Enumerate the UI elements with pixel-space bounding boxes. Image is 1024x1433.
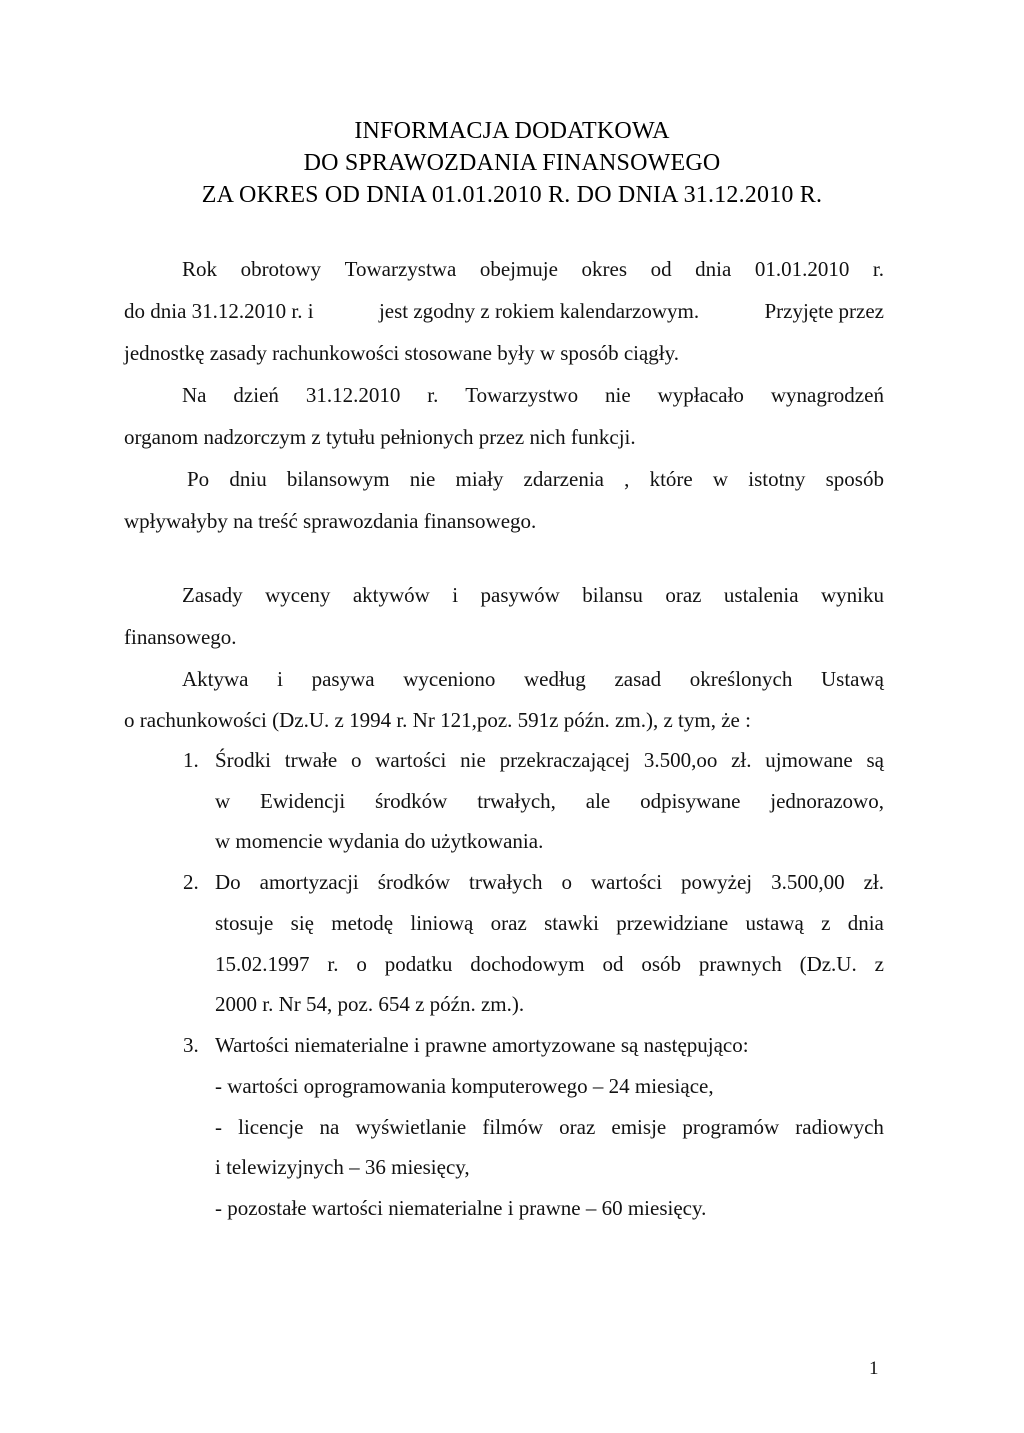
word: dnia bbox=[847, 911, 884, 935]
document-title-line-1: INFORMACJA DODATKOWA bbox=[354, 118, 670, 144]
list-item-1-number: 1. bbox=[183, 748, 199, 772]
word: o bbox=[351, 748, 362, 772]
page-number: 1 bbox=[869, 1358, 879, 1379]
word: wyceny bbox=[265, 583, 331, 607]
word: aktywów bbox=[352, 583, 430, 607]
intro-p1-line-1 bbox=[182, 256, 884, 282]
word: w bbox=[215, 789, 231, 813]
word: o bbox=[356, 952, 367, 976]
word: Aktywa bbox=[182, 667, 249, 691]
word: emisje bbox=[611, 1115, 667, 1139]
word: Towarzystwa bbox=[344, 257, 457, 281]
word: powyżej bbox=[681, 870, 753, 894]
document-title-line-2: DO SPRAWOZDANIA FINANSOWEGO bbox=[303, 150, 721, 176]
word: oraz bbox=[490, 911, 527, 935]
word: ale bbox=[585, 789, 611, 813]
word: istotny bbox=[748, 467, 806, 491]
word: Ewidencji bbox=[260, 789, 346, 813]
word: wypłacało bbox=[657, 383, 744, 407]
word: radiowych bbox=[795, 1115, 884, 1139]
word: sposób bbox=[825, 467, 884, 491]
list-item-3-line-4: i telewizyjnych – 36 miesięcy, bbox=[215, 1155, 470, 1179]
word: zł. bbox=[731, 748, 752, 772]
word: Do bbox=[215, 870, 241, 894]
word: dniu bbox=[229, 467, 267, 491]
word: Na bbox=[182, 383, 207, 407]
word: r. bbox=[327, 952, 339, 976]
word: r. bbox=[872, 257, 884, 281]
word: Ustawą bbox=[820, 667, 884, 691]
word: nie bbox=[409, 467, 436, 491]
word: liniową bbox=[410, 911, 474, 935]
intro-p1-line-2 bbox=[124, 298, 884, 324]
word: oraz bbox=[559, 1115, 596, 1139]
word: stosuje bbox=[215, 911, 274, 935]
word: trwałych bbox=[469, 870, 543, 894]
word: 31.12.2010 bbox=[305, 383, 401, 407]
word: okres bbox=[581, 257, 628, 281]
word: wyniku bbox=[820, 583, 884, 607]
word: trwałe bbox=[284, 748, 338, 772]
word: ustalenia bbox=[723, 583, 799, 607]
word: jednorazowo, bbox=[770, 789, 884, 813]
intro-p3-line-2: wpływałyby na treść sprawozdania finansowego. bbox=[124, 509, 537, 533]
word: r. bbox=[427, 383, 439, 407]
word: ujmowane bbox=[765, 748, 853, 772]
word: od bbox=[602, 952, 624, 976]
word: metodę bbox=[331, 911, 394, 935]
word: wyświetlanie bbox=[355, 1115, 467, 1139]
word: i bbox=[277, 667, 283, 691]
word: i bbox=[452, 583, 459, 607]
word: trwałych, bbox=[477, 789, 556, 813]
document-title-line-3: ZA OKRES OD DNIA 01.01.2010 R. DO DNIA 31.12.2010 R. bbox=[201, 182, 823, 208]
word: obejmuje bbox=[479, 257, 558, 281]
list-item-1-line-2 bbox=[215, 788, 884, 814]
word: Przyjęte przez bbox=[764, 299, 884, 323]
word: odpisywane bbox=[640, 789, 741, 813]
word: 01.01.2010 bbox=[754, 257, 850, 281]
intro-p1-line-3: jednostkę zasady rachunkowości stosowane były w sposób ciągły. bbox=[124, 341, 680, 365]
word: osób bbox=[641, 952, 682, 976]
intro-p2-line-2: organom nadzorczym z tytułu pełnionych przez nich funkcji. bbox=[124, 425, 636, 449]
valuation-heading-line-1 bbox=[182, 582, 884, 608]
list-item-2-line-1 bbox=[215, 869, 884, 895]
word: wartości bbox=[590, 870, 663, 894]
word: dnia bbox=[695, 257, 732, 281]
list-item-3-line-2: - wartości oprogramowania komputerowego – 24 miesiące, bbox=[215, 1074, 714, 1098]
word: oraz bbox=[665, 583, 702, 607]
valuation-p-line-2: o rachunkowości (Dz.U. z 1994 r. Nr 121,poz. 591z późn. zm.), z tym, że : bbox=[124, 708, 751, 732]
word: miały bbox=[455, 467, 504, 491]
word: prawnych bbox=[698, 952, 782, 976]
word: dochodowym bbox=[470, 952, 585, 976]
word: na bbox=[319, 1115, 340, 1139]
word: o bbox=[561, 870, 572, 894]
word: bilansu bbox=[582, 583, 643, 607]
word: które bbox=[649, 467, 693, 491]
word: środków bbox=[377, 870, 451, 894]
word: (Dz.U. bbox=[799, 952, 857, 976]
word: według bbox=[523, 667, 586, 691]
word: podatku bbox=[384, 952, 453, 976]
list-item-3-line-5: - pozostałe wartości niematerialne i prawne – 60 miesięcy. bbox=[215, 1196, 707, 1220]
word: z bbox=[821, 911, 831, 935]
word: wynagrodzeń bbox=[770, 383, 884, 407]
word: filmów bbox=[482, 1115, 544, 1139]
word: Zasady bbox=[182, 583, 243, 607]
word: od bbox=[650, 257, 672, 281]
word: bilansowym bbox=[286, 467, 390, 491]
valuation-p-line-1 bbox=[182, 666, 884, 692]
word: zasad bbox=[614, 667, 662, 691]
word: amortyzacji bbox=[259, 870, 359, 894]
word: z bbox=[874, 952, 884, 976]
word: określonych bbox=[689, 667, 793, 691]
list-item-2-number: 2. bbox=[183, 870, 199, 894]
intro-p2-line-1 bbox=[182, 382, 884, 408]
word: przekraczającej bbox=[499, 748, 631, 772]
word: Rok bbox=[182, 257, 218, 281]
word: obrotowy bbox=[240, 257, 322, 281]
list-item-1-line-1 bbox=[215, 747, 884, 773]
word: się bbox=[290, 911, 314, 935]
word: ustawą bbox=[745, 911, 804, 935]
word: do dnia 31.12.2010 r. i bbox=[124, 299, 314, 323]
list-item-3-line-1: Wartości niematerialne i prawne amortyzowane są następująco: bbox=[215, 1033, 749, 1057]
word: środków bbox=[375, 789, 448, 813]
word: dzień bbox=[233, 383, 279, 407]
word: zł. bbox=[863, 870, 884, 894]
word: Po bbox=[187, 467, 210, 491]
word: Towarzystwo bbox=[465, 383, 579, 407]
word: nie bbox=[460, 748, 486, 772]
list-item-3-number: 3. bbox=[183, 1033, 199, 1057]
list-item-1-line-3: w momencie wydania do użytkowania. bbox=[215, 829, 544, 853]
word: wartości bbox=[375, 748, 447, 772]
word: - bbox=[215, 1115, 222, 1139]
word: nie bbox=[605, 383, 631, 407]
word: , bbox=[624, 467, 630, 491]
list-item-3-line-3 bbox=[215, 1114, 884, 1140]
word: są bbox=[866, 748, 884, 772]
list-item-2-line-3 bbox=[215, 951, 884, 977]
word: 15.02.1997 bbox=[215, 952, 310, 976]
word: Środki bbox=[215, 748, 272, 772]
list-item-2-line-2 bbox=[215, 910, 884, 936]
word: stawki bbox=[544, 911, 599, 935]
word: pasywa bbox=[311, 667, 375, 691]
word: zdarzenia bbox=[523, 467, 604, 491]
word: wyceniono bbox=[403, 667, 496, 691]
word: jest zgodny z rokiem kalendarzowym. bbox=[378, 299, 700, 323]
valuation-heading-line-2: finansowego. bbox=[124, 625, 237, 649]
word: 3.500,oo bbox=[643, 748, 718, 772]
word: 3.500,00 bbox=[771, 870, 845, 894]
word: licencje bbox=[238, 1115, 304, 1139]
list-item-2-line-4: 2000 r. Nr 54, poz. 654 z późn. zm.). bbox=[215, 992, 525, 1016]
word: przewidziane bbox=[616, 911, 729, 935]
word: pasywów bbox=[480, 583, 560, 607]
word: w bbox=[712, 467, 729, 491]
word: programów bbox=[682, 1115, 780, 1139]
intro-p3-line-1 bbox=[187, 466, 884, 492]
